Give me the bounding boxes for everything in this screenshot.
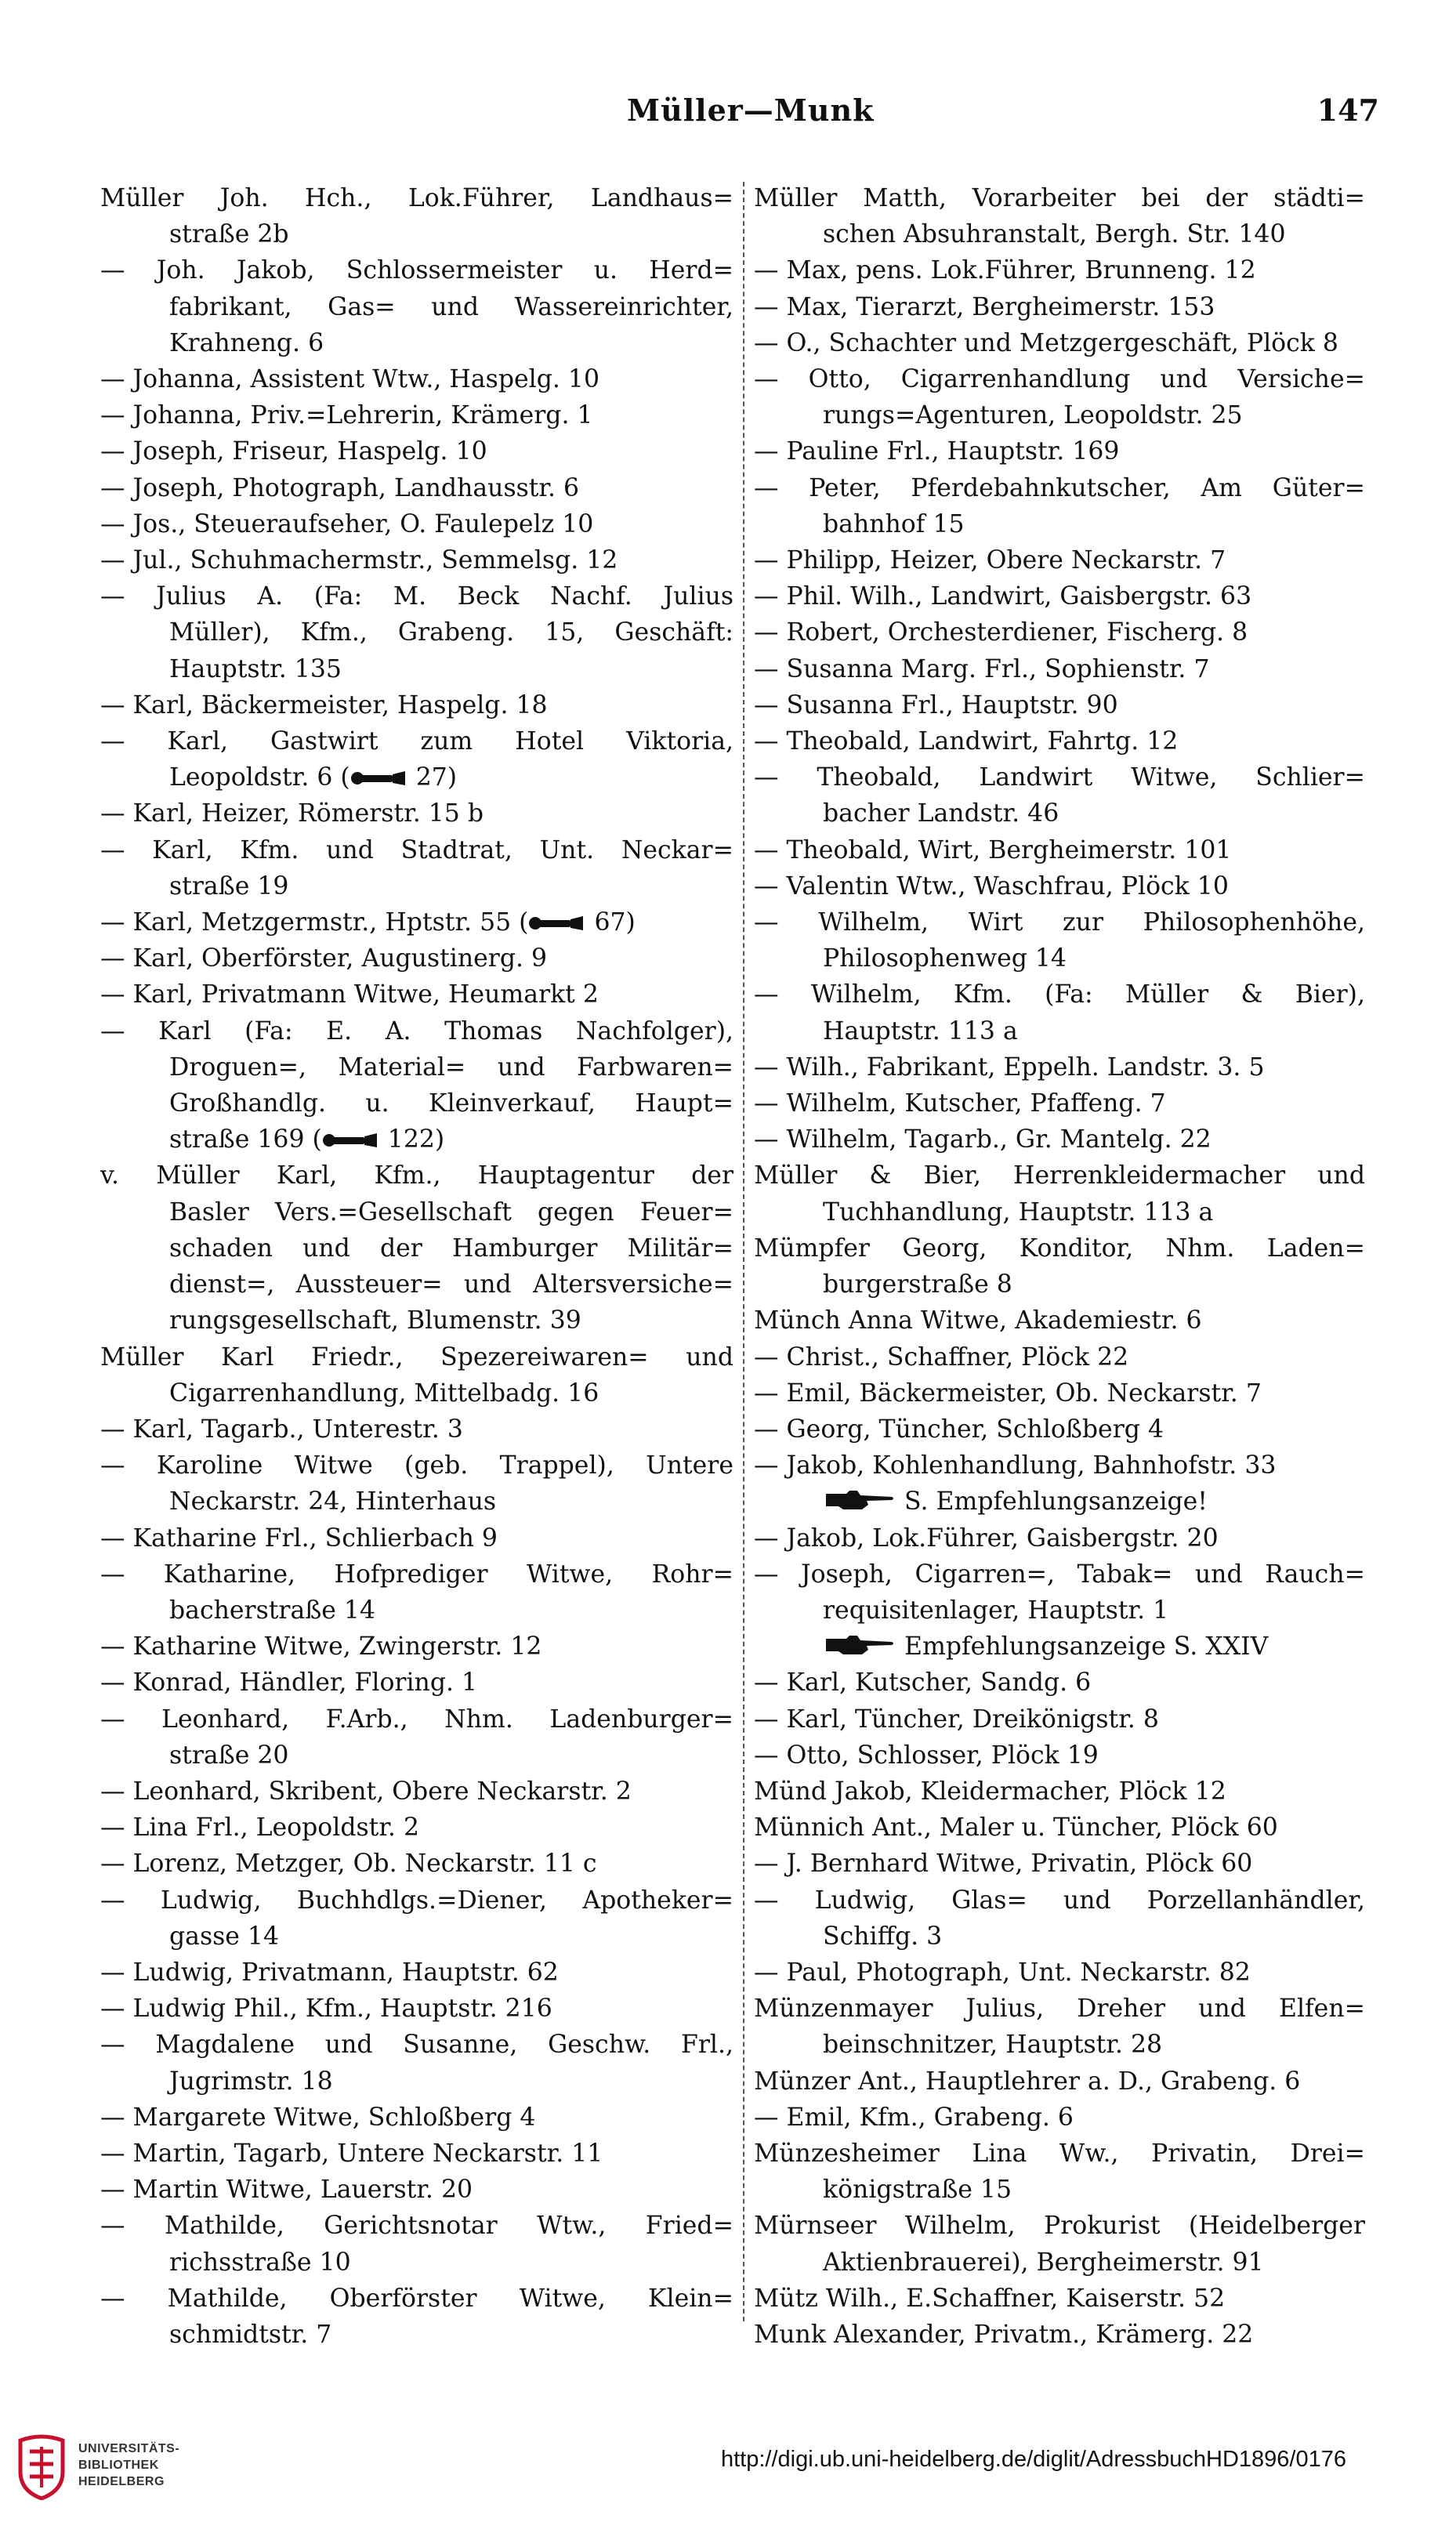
entry-line: Schiffg. 3 [823,1922,943,1951]
directory-entry [100,578,733,687]
entry-line: Münzesheimer Lina Ww., Privatin, Drei= [754,2139,1365,2168]
entry-line: schen Absuhranstalt, Bergh. Str. 140 [823,220,1286,249]
pointing-hand-icon [823,1632,896,1658]
directory-entry [754,723,1365,759]
page-footer [0,2414,1456,2516]
entry-line: — Wilhelm, Kutscher, Pfaffeng. 7 [754,1089,1166,1118]
entry-line: — Valentin Wtw., Waschfrau, Plöck 10 [754,871,1229,900]
entry-line: — Jul., Schuhmachermstr., Semmelsg. 12 [100,546,618,575]
directory-entry [754,470,1365,542]
directory-entry [100,470,733,506]
entry-line: straße 2b [169,220,289,249]
entry-line: Mütz Wilh., E.Schaffner, Kaiserstr. 52 [754,2284,1226,2313]
entry-line: — Philipp, Heizer, Obere Neckarstr. 7 [754,546,1226,575]
entry-line: — Karl, Heizer, Römerstr. 15 b [100,799,484,828]
library-logo-icon [14,2433,69,2500]
entry-line: Cigarrenhandlung, Mittelbadg. 16 [169,1379,599,1408]
directory-entry [754,1484,1365,1520]
directory-entry [100,2027,733,2099]
entry-line: — Julius A. (Fa: M. Beck Nachf. Julius [100,582,733,611]
directory-entry [754,1846,1365,1882]
entry-line: Hauptstr. 135 [169,654,342,683]
entry-line: — Pauline Frl., Hauptstr. 169 [754,437,1120,466]
entry-line: — Karl (Fa: E. A. Thomas Nachfolger), [100,1016,733,1045]
entry-line: — Wilh., Fabrikant, Eppelh. Landstr. 3. 5 [754,1053,1265,1082]
directory-entry [754,1230,1365,1303]
entry-line: — Martin Witwe, Lauerstr. 20 [100,2176,473,2205]
entry-line: Neckarstr. 24, Hinterhaus [169,1487,497,1516]
directory-entry [100,2100,733,2136]
directory-entry [100,1774,733,1810]
entry-line: — Joseph, Cigarren=, Tabak= und Rauch= [754,1560,1365,1589]
entry-line: — Max, pens. Lok.Führer, Brunneng. 12 [754,256,1256,285]
entry-line: — Susanna Marg. Frl., Sophienstr. 7 [754,654,1210,683]
entry-line: burgerstraße 8 [823,1270,1012,1299]
entry-line: bahnhof 15 [823,509,965,538]
directory-entry [100,1448,733,1520]
entry-line: — Karl, Kutscher, Sandg. 6 [754,1669,1092,1698]
directory-entry [100,1013,733,1158]
entry-line: Philosophenweg 14 [823,944,1067,973]
entry-line: — Magdalene und Susanne, Geschw. Frl., [100,2031,733,2060]
entry-line: — Katharine, Hofprediger Witwe, Rohr= [100,1560,733,1589]
directory-entry [754,542,1365,578]
directory-entry [100,1955,733,1991]
directory-entry [754,1448,1365,1484]
entry-line: — Susanna Frl., Hauptstr. 90 [754,690,1118,719]
entry-line: requisitenlager, Hauptstr. 1 [823,1596,1169,1625]
entry-line: — Jos., Steueraufseher, O. Faulepelz 10 [100,509,594,538]
entry-line: — Joh. Jakob, Schlossermeister u. Herd= [100,256,733,285]
entry-line: Krahneng. 6 [169,328,324,357]
directory-entry [100,1810,733,1846]
directory-entry [754,289,1365,325]
directory-entry [754,1520,1365,1556]
directory-entry [754,1303,1365,1339]
entry-line: — Karl, Kfm. und Stadtrat, Unt. Neckar= [100,835,733,864]
entry-line: — Karl, Tagarb., Unterestr. 3 [100,1415,463,1444]
directory-entry [754,614,1365,650]
entry-line: — Leonhard, Skribent, Obere Neckarstr. 2 [100,1777,632,1806]
directory-entry [100,361,733,397]
directory-entry [100,1665,733,1701]
directory-entry [100,1158,733,1339]
entry-line: schaden und der Hamburger Militär= [169,1234,733,1263]
directory-entry [100,433,733,469]
entry-line: — Ludwig, Privatmann, Hauptstr. 62 [100,1958,559,1987]
entry-line: Müller Karl Friedr., Spezereiwaren= und [100,1343,733,1372]
entry-line: Müller), Kfm., Grabeng. 15, Geschäft: [169,618,733,647]
source-url-link[interactable]: http://digi.ub.uni-heidelberg.de/diglit/AdressbuchHD1896/0176 [720,2447,1346,2472]
entry-line: — Karl, Bäckermeister, Haspelg. 18 [100,690,548,719]
entry-line: bacher Landstr. 46 [823,799,1059,828]
directory-entry [754,977,1365,1049]
directory-entry [100,723,733,795]
entry-line: Hauptstr. 113 a [823,1016,1018,1045]
entry-line: Müller Matth, Vorarbeiter bei der städti= [754,184,1365,212]
telephone-icon [350,768,408,788]
entry-line: straße 169 ( 122) [169,1125,445,1154]
entry-line: — Johanna, Priv.=Lehrerin, Krämerg. 1 [100,401,593,430]
directory-entry [100,2281,733,2353]
directory-entry [754,2317,1365,2353]
entry-line: beinschnitzer, Hauptstr. 28 [823,2031,1163,2060]
entry-line: — Karoline Witwe (geb. Trappel), Untere [100,1451,733,1480]
entry-line: — J. Bernhard Witwe, Privatin, Plöck 60 [754,1850,1253,1879]
entry-line: S. Empfehlungsanzeige! [754,1484,1365,1520]
entry-line: — Konrad, Händler, Floring. 1 [100,1669,478,1698]
entry-line: straße 20 [169,1741,289,1770]
directory-entry [754,1375,1365,1411]
entry-line: — Karl, Metzgermstr., Hptstr. 55 ( 67) [100,908,636,937]
entry-line: dienst=, Aussteuer= und Altersversiche= [169,1270,733,1299]
directory-entry [754,2100,1365,2136]
entry-line: — Ludwig Phil., Kfm., Hauptstr. 216 [100,1995,552,2024]
entry-line: Munk Alexander, Privatm., Krämerg. 22 [754,2320,1254,2349]
library-name: UNIVERSITÄTS- BIBLIOTHEK HEIDELBERG [78,2442,180,2488]
directory-entry [100,1846,733,1882]
directory-entry [100,795,733,832]
directory-entry [100,1701,733,1774]
entry-line: Basler Vers.=Gesellschaft gegen Feuer= [169,1198,733,1227]
directory-entry [754,1665,1365,1701]
entry-line: Münd Jakob, Kleidermacher, Plöck 12 [754,1777,1226,1806]
directory-entry [754,252,1365,288]
entry-line: — O., Schachter und Metzgergeschäft, Plöck 8 [754,328,1338,357]
directory-entry [100,2172,733,2208]
directory-entry [754,578,1365,614]
directory-entry [754,832,1365,868]
entry-line: gasse 14 [169,1922,280,1951]
directory-entry [100,832,733,904]
directory-entry [100,904,733,940]
entry-line: Münch Anna Witwe, Akademiestr. 6 [754,1306,1202,1335]
directory-entry [100,1520,733,1556]
directory-entry [754,868,1365,904]
entry-line: — Jakob, Kohlenhandlung, Bahnhofstr. 33 [754,1451,1277,1480]
entry-line: — Mathilde, Gerichtsnotar Wtw., Fried= [100,2212,733,2241]
entry-line: — Jakob, Lok.Führer, Gaisbergstr. 20 [754,1524,1219,1553]
entry-line: — Ludwig, Glas= und Porzellanhändler, [754,1886,1365,1915]
directory-entry [100,180,733,252]
directory-entry [754,687,1365,723]
directory-entry [754,180,1365,252]
page-number: 147 [1317,92,1379,128]
directory-entry [754,2136,1365,2208]
directory-entry [754,1411,1365,1448]
directory-entry [100,1882,733,1955]
directory-entry [754,1774,1365,1810]
entry-line: — Joseph, Photograph, Landhausstr. 6 [100,473,580,502]
running-title: Müller—Munk [627,92,875,128]
entry-line: — Leonhard, F.Arb., Nhm. Ladenburger= [100,1705,733,1734]
entry-line: — Wilhelm, Wirt zur Philosophenhöhe, [754,908,1365,937]
entry-line: — Phil. Wilh., Landwirt, Gaisbergstr. 63 [754,582,1252,611]
directory-entry [100,1629,733,1665]
directory-entry [754,1158,1365,1230]
entry-line: — Theobald, Landwirt, Fahrtg. 12 [754,727,1179,756]
directory-entry [754,2208,1365,2280]
entry-line: Müller & Bier, Herrenkleidermacher und [754,1161,1365,1190]
directory-entry [754,1339,1365,1375]
directory-entry [754,2281,1365,2317]
entry-line: — Robert, Orchesterdiener, Fischerg. 8 [754,618,1248,647]
directory-entry [100,397,733,433]
entry-line: — Lorenz, Metzger, Ob. Neckarstr. 11 c [100,1850,597,1879]
entry-line: — Johanna, Assistent Wtw., Haspelg. 10 [100,365,599,394]
directory-entry [754,1121,1365,1158]
directory-entry [100,977,733,1013]
entry-line: richsstraße 10 [169,2248,351,2277]
entry-line: — Wilhelm, Tagarb., Gr. Mantelg. 22 [754,1125,1212,1154]
directory-entry [100,252,733,361]
entry-line: — Martin, Tagarb, Untere Neckarstr. 11 [100,2139,603,2168]
left-column [100,180,733,2353]
directory-entry [754,1882,1365,1955]
directory-entry [100,940,733,977]
directory-entry [754,1085,1365,1121]
entry-line: — Joseph, Friseur, Haspelg. 10 [100,437,487,466]
directory-entry [100,687,733,723]
directory-entry [754,1049,1365,1085]
entry-line: Müller Joh. Hch., Lok.Führer, Landhaus= [100,184,733,212]
entry-line: Mürnseer Wilhelm, Prokurist (Heidelberger [754,2212,1365,2241]
directory-entry [100,1556,733,1629]
entry-line: schmidtstr. 7 [169,2320,332,2349]
directory-entry [754,1991,1365,2063]
directory-entry [754,433,1365,469]
entry-line: Münzer Ant., Hauptlehrer a. D., Grabeng. 6 [754,2067,1301,2096]
directory-entry [100,1411,733,1448]
entry-line: Empfehlungsanzeige S. XXIV [754,1629,1365,1665]
entry-line: — Max, Tierarzt, Bergheimerstr. 153 [754,292,1215,321]
entry-line: — Margarete Witwe, Schloßberg 4 [100,2103,536,2132]
entry-line: Münnich Ant., Maler u. Tüncher, Plöck 60 [754,1814,1278,1843]
entry-line: fabrikant, Gas= und Wassereinrichter, [169,292,733,321]
entry-line: — Paul, Photograph, Unt. Neckarstr. 82 [754,1958,1251,1987]
directory-entry [100,2136,733,2172]
entry-line: Aktienbrauerei), Bergheimerstr. 91 [823,2248,1264,2277]
entry-line: — Karl, Gastwirt zum Hotel Viktoria, [100,727,733,756]
entry-line: — Otto, Schlosser, Plöck 19 [754,1741,1099,1770]
entry-line: Großhandlg. u. Kleinverkauf, Haupt= [169,1089,733,1118]
telephone-icon [322,1130,380,1150]
directory-entry [754,1955,1365,1991]
right-column [754,180,1365,2353]
entry-line: — Theobald, Wirt, Bergheimerstr. 101 [754,835,1232,864]
directory-entry [754,361,1365,433]
directory-entry [754,1556,1365,1629]
page-header [627,92,1379,140]
entry-line: — Karl, Tüncher, Dreikönigstr. 8 [754,1705,1159,1734]
entry-line: Jugrimstr. 18 [169,2067,333,2096]
directory-entry [754,1737,1365,1774]
directory-entry [754,1810,1365,1846]
entry-line: — Karl, Oberförster, Augustinerg. 9 [100,944,548,973]
telephone-icon [528,913,586,933]
directory-entry [100,1991,733,2027]
directory-entry [754,1629,1365,1665]
directory-entry [754,759,1365,832]
directory-entry [754,2064,1365,2100]
entry-line: — Mathilde, Oberförster Witwe, Klein= [100,2284,733,2313]
entry-line: Droguen=, Material= und Farbwaren= [169,1053,733,1082]
directory-entry [100,1339,733,1411]
directory-entry [754,651,1365,687]
entry-line: v. Müller Karl, Kfm., Hauptagentur der [100,1161,733,1190]
entry-line: — Peter, Pferdebahnkutscher, Am Güter= [754,473,1365,502]
entry-line: rungs=Agenturen, Leopoldstr. 25 [823,401,1243,430]
entry-line: Tuchhandlung, Hauptstr. 113 a [823,1198,1214,1227]
directory-entry [754,1701,1365,1737]
entry-line: — Wilhelm, Kfm. (Fa: Müller & Bier), [754,980,1365,1009]
column-divider [743,182,744,2321]
entry-line: — Christ., Schaffner, Plöck 22 [754,1343,1129,1372]
entry-line: — Emil, Kfm., Grabeng. 6 [754,2103,1074,2132]
entry-line: — Otto, Cigarrenhandlung und Versiche= [754,365,1365,394]
entry-line: Münzenmayer Julius, Dreher und Elfen= [754,1995,1365,2024]
entry-line: — Karl, Privatmann Witwe, Heumarkt 2 [100,980,599,1009]
entry-line: — Katharine Witwe, Zwingerstr. 12 [100,1632,542,1661]
directory-entry [754,904,1365,977]
entry-line: — Theobald, Landwirt Witwe, Schlier= [754,763,1365,792]
directory-entry [100,2208,733,2280]
directory-entry [100,542,733,578]
entry-line: — Ludwig, Buchhdlgs.=Diener, Apotheker= [100,1886,733,1915]
entry-line: — Emil, Bäckermeister, Ob. Neckarstr. 7 [754,1379,1262,1408]
entry-line: — Katharine Frl., Schlierbach 9 [100,1524,498,1553]
directory-entry [754,325,1365,361]
entry-line: Mümpfer Georg, Konditor, Nhm. Laden= [754,1234,1365,1263]
entry-line: — Lina Frl., Leopoldstr. 2 [100,1814,419,1843]
entry-line: straße 19 [169,871,289,900]
entry-line: königstraße 15 [823,2176,1012,2205]
entry-line: Leopoldstr. 6 ( 27) [169,763,458,792]
pointing-hand-icon [823,1487,896,1513]
entry-line: — Georg, Tüncher, Schloßberg 4 [754,1415,1164,1444]
entry-line: rungsgesellschaft, Blumenstr. 39 [169,1306,581,1335]
entry-line: bacherstraße 14 [169,1596,376,1625]
directory-entry [100,506,733,542]
